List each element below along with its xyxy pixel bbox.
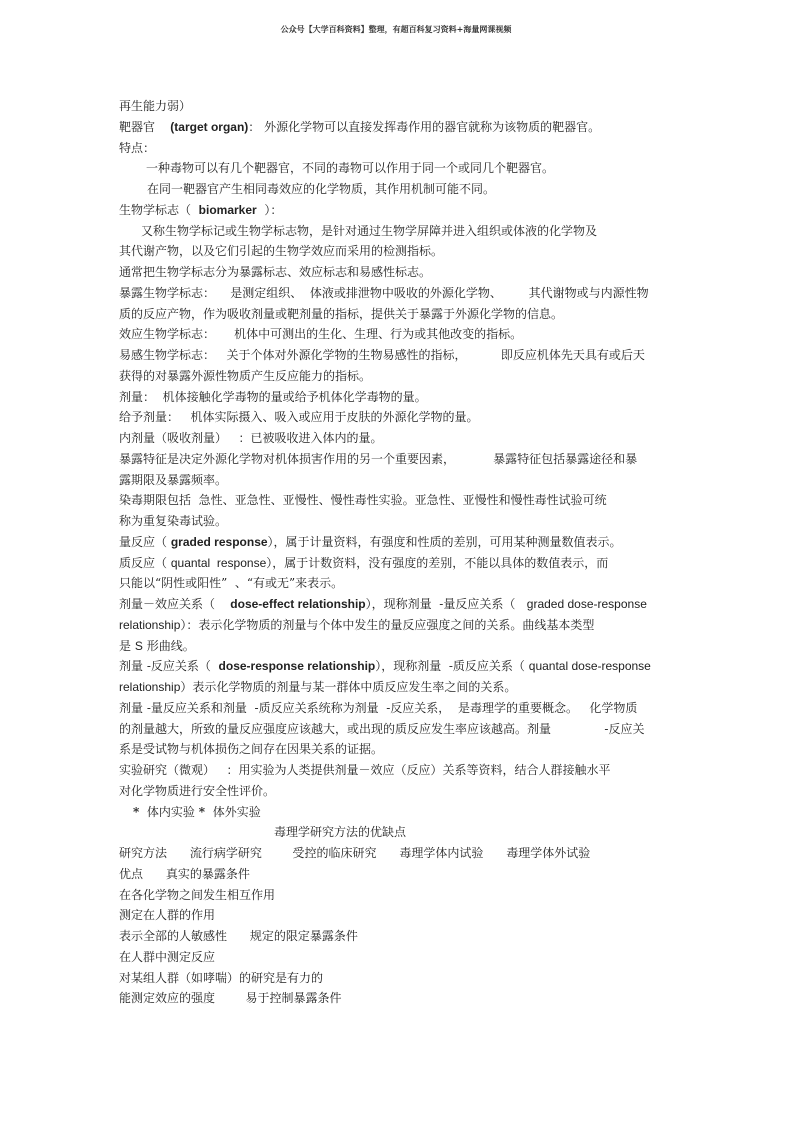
text-span: -反应关系，: [386, 700, 451, 715]
page-header: 公众号【大学百科资料】整理，有超百科复习资料+海量网课视频: [280, 24, 512, 34]
text-span: 其代谢物或与内源性物: [528, 285, 649, 300]
document-body: [119, 96, 699, 1009]
text-line: [119, 221, 699, 242]
text-span: 露期限及暴露频率。: [119, 472, 228, 487]
term-english: graded response: [170, 534, 268, 549]
term-english: (target organ): [170, 119, 249, 134]
text-line: [119, 449, 699, 470]
text-span: 量反应（: [119, 534, 168, 549]
text-line: [119, 345, 699, 366]
text-line: [119, 760, 699, 781]
text-line: [119, 96, 699, 117]
text-span: 机体接触化学毒物的量或给予机体化学毒物的量。: [162, 389, 427, 404]
text-span: 关于个体对外源化学物的生物易感性的指标，: [226, 348, 467, 362]
term-label: 靶器官: [119, 119, 156, 134]
table-title: [119, 822, 699, 843]
table-header-cell: 研究方法: [119, 846, 168, 860]
term-label: 易感生物学标志：: [119, 348, 216, 362]
text-line: [119, 304, 699, 325]
table-cell: 真实的暴露条件: [165, 866, 250, 881]
text-line: [119, 241, 699, 262]
text-span: -反应关: [604, 721, 645, 736]
text-span: 毒理学研究方法的优缺点: [274, 825, 407, 840]
table-cell: 优点: [119, 866, 144, 881]
text-span: -质反应关系统称为剂量: [254, 700, 379, 715]
term-english: dose-effect relationship: [230, 597, 366, 611]
text-span: 即反应机体先天具有或后天: [500, 348, 645, 362]
text-span: 称为重复染毒试验。: [119, 514, 228, 528]
term-label: 生物学标志（: [119, 202, 192, 217]
table-header-cell: 毒理学体外试验: [506, 846, 591, 860]
text-line: [119, 594, 699, 615]
text-span: 急性、亚急性、亚慢性、慢性毒性实验。亚急性、亚慢性和慢性毒性试验可统: [198, 493, 607, 508]
text-span: 染毒期限包括: [119, 493, 192, 508]
term-english: relationship: [119, 617, 181, 632]
text-span: 获得的对暴露外源性物质产生反应能力的指标。: [119, 368, 372, 383]
text-span: ： 外源化学物可以直接发挥毒作用的器官就称为该物质的靶器官。: [248, 119, 601, 134]
text-line: [119, 262, 699, 283]
term-label: 暴露生物学标志：: [119, 285, 216, 300]
text-span: 暴露特征包括暴露途径和暴: [493, 451, 638, 466]
text-span: 体外实验: [212, 804, 261, 819]
table-header-cell: 受控的临床研究: [292, 846, 377, 860]
table-cell: 测定在人群的作用: [119, 908, 216, 923]
text-span: ），现称剂量 -量反应关系（: [365, 597, 516, 611]
text-span: 是测定组织、 体液或排泄物中吸收的外源化学物、: [230, 285, 502, 300]
term-english: quantal response: [170, 555, 267, 570]
table-row: [119, 926, 699, 947]
table-row: [119, 988, 699, 1009]
text-span: ），属于计量资料，有强度和性质的差别，可用某种测量数值表示。: [267, 534, 622, 549]
table-row: [119, 885, 699, 906]
text-span: 剂量: [119, 700, 144, 715]
text-span: ）表示化学物质的剂量与某一群体中质反应发生率之间的关系。: [180, 680, 517, 694]
bullet-marker: *: [133, 804, 140, 819]
text-span: 又称生物学标记或生物学标志物，是针对通过生物学屏障并进入组织或体液的化学物及: [141, 223, 598, 238]
text-span: 质反应（: [119, 555, 168, 570]
text-span: 是毒理学的重要概念。: [457, 700, 578, 715]
text-span: 机体中可测出的生化、生理、行为或其他改变的指标。: [234, 327, 523, 342]
term-label: 内剂量（吸收剂量）: [119, 431, 228, 445]
term-english: graded dose-response: [526, 597, 647, 611]
text-span: ），属于计数资料，没有强度的差别，不能以具体的数值表示，而: [266, 555, 609, 570]
text-line: [119, 428, 699, 449]
text-span: -量反应关系和剂量: [146, 700, 247, 715]
text-span: 只能以“阴性或阳性” 、“有或无”来表示。: [119, 576, 344, 591]
text-line: [119, 719, 699, 740]
text-line: [119, 179, 699, 200]
text-line: [119, 532, 699, 553]
text-span: 系是受试物与机体损伤之间存在因果关系的证据。: [119, 742, 384, 757]
text-span: 一种毒物可以有几个靶器官，不同的毒物可以作用于同一个或同几个靶器官。: [146, 161, 555, 176]
text-span: 暴露特征是决定外源化学物对机体损害作用的另一个重要因素，: [119, 451, 456, 466]
table-cell: 规定的限定暴露条件: [249, 929, 358, 943]
text-span: 对化学物质进行安全性评价。: [119, 783, 276, 798]
text-line: [119, 677, 699, 698]
text-span: 再生能力弱）: [119, 99, 192, 113]
bullet-marker: *: [198, 804, 206, 819]
table-header-cell: 毒理学体内试验: [399, 846, 484, 860]
text-span: ：用实验为人类提供剂量－效应（反应）关系等资料，结合人群接触水平: [226, 763, 611, 777]
text-line: [119, 283, 699, 304]
text-line: [119, 324, 699, 345]
text-line: [119, 490, 699, 511]
text-line: [119, 117, 699, 138]
table-cell: 表示全部的人敏感性: [119, 929, 228, 943]
text-span: 实验研究（微观）: [119, 763, 216, 777]
table-row: [119, 947, 699, 968]
text-span: 剂量: [119, 659, 144, 674]
term-label: 效应生物学标志：: [119, 327, 216, 342]
text-span: 体内实验: [146, 804, 195, 819]
text-line: [119, 615, 699, 636]
term-english: biomarker: [198, 202, 257, 217]
text-line: [119, 636, 699, 657]
term-english: relationship: [119, 680, 181, 694]
text-span: 通常把生物学标志分为暴露标志、效应标志和易感性标志。: [119, 265, 432, 279]
text-span: ：已被吸收进入体内的量。: [238, 431, 383, 445]
text-span: S: [134, 638, 143, 653]
text-span: 的剂量越大，所致的量反应强度应该越大，或出现的质反应发生率应该越高。剂量: [119, 721, 552, 736]
text-span: 质的反应产物，作为吸收剂量或靶剂量的指标，提供关于暴露于外源化学物的信息。: [119, 306, 564, 321]
text-line: [119, 387, 699, 408]
text-span: 化学物质: [589, 700, 638, 715]
text-span: 机体实际摄入、吸入或应用于皮肤的外源化学物的量。: [190, 410, 479, 425]
text-span: -反应关系（: [146, 659, 211, 674]
text-line: [119, 573, 699, 594]
text-line: [119, 698, 699, 719]
term-label: 剂量：: [119, 389, 156, 404]
text-line: [119, 158, 699, 179]
text-span: ）：: [264, 202, 283, 217]
text-span: ），现称剂量 -质反应关系（: [375, 659, 525, 674]
table-row: [119, 905, 699, 926]
text-line: [119, 138, 699, 159]
table-cell: 在人群中测定反应: [119, 949, 216, 964]
table-row: [119, 864, 699, 885]
text-line: [119, 470, 699, 491]
text-line: [119, 511, 699, 532]
text-line: [119, 739, 699, 760]
text-line: [119, 802, 699, 823]
text-line: [119, 407, 699, 428]
text-span: ）：表示化学物质的剂量与个体中发生的量反应强度之间的关系。曲线基本类型: [180, 617, 595, 632]
text-line: [119, 656, 699, 677]
text-span: 剂量－效应关系（: [119, 597, 216, 611]
table-header-cell: 流行病学研究: [189, 846, 262, 860]
text-span: 形曲线。: [146, 638, 195, 653]
text-line: [119, 553, 699, 574]
table-cell: 易于控制暴露条件: [245, 991, 342, 1006]
text-line: [119, 366, 699, 387]
table-header-row: [119, 843, 699, 864]
text-span: 在同一靶器官产生相同毒效应的化学物质，其作用机制可能不同。: [147, 182, 496, 196]
term-english: quantal dose-response: [528, 659, 651, 674]
table-cell: 能测定效应的强度: [119, 991, 216, 1006]
table-cell: 对某组人群（如哮喘）的研究是有力的: [119, 970, 324, 985]
term-label: 给予剂量：: [119, 410, 180, 425]
table-cell: 在各化学物之间发生相互作用: [119, 887, 276, 902]
table-row: [119, 968, 699, 989]
text-span: 特点：: [119, 140, 156, 155]
text-line: [119, 200, 699, 221]
term-english: dose-response relationship: [218, 659, 376, 674]
text-span: 是: [119, 638, 132, 653]
text-span: 其代谢产物，以及它们引起的生物学效应而采用的检测指标。: [119, 244, 444, 259]
text-line: [119, 781, 699, 802]
